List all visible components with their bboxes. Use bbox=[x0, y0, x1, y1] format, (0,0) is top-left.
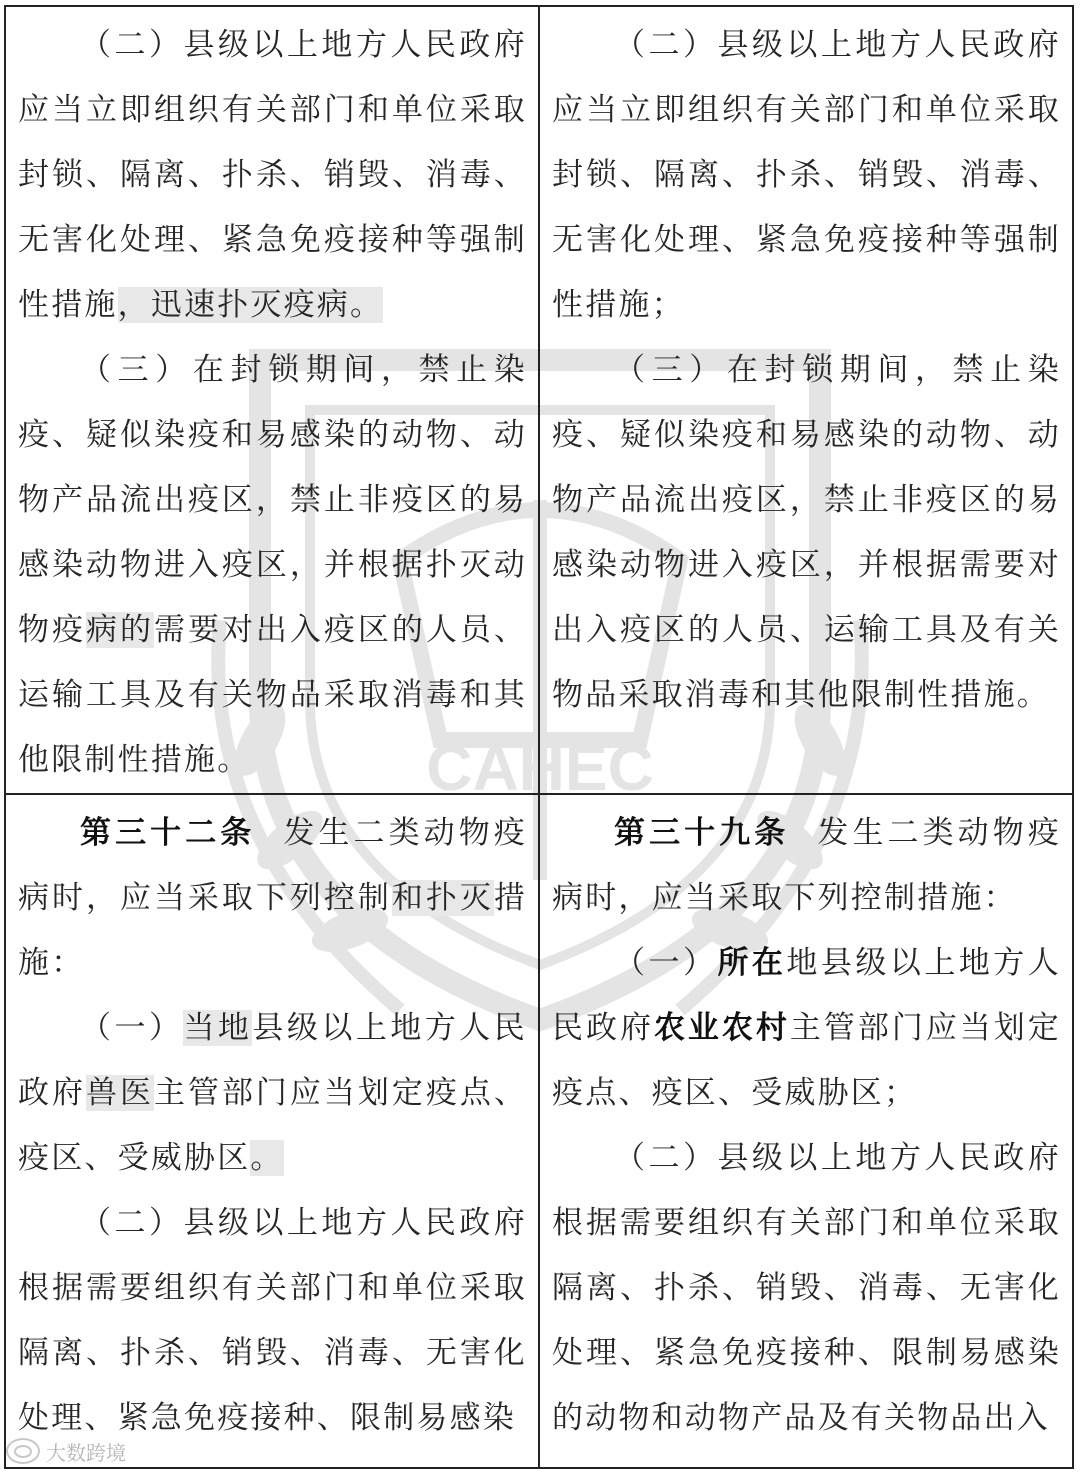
paragraph: （三）在封锁期间，禁止染疫、疑似染疫和易感染的动物、动物产品流出疫区，禁止非疫区的易感染动物进入疫区，并根据需要对出入疫区的人员、运输工具及有关物品采取消毒和其他限制性措施。 bbox=[552, 352, 1061, 713]
paragraph: 第三十二条 发生二类动物疫病时，应当采取下列控制和扑灭措施： bbox=[18, 815, 528, 981]
table-row bbox=[5, 794, 1073, 1468]
highlighted-text: 和扑灭 bbox=[391, 880, 494, 916]
highlighted-text: 病的 bbox=[85, 612, 154, 648]
paragraph: 第三十九条 发生二类动物疫病时，应当采取下列控制措施： bbox=[552, 815, 1062, 916]
weibo-logo-icon bbox=[6, 1438, 40, 1464]
paragraph: （二）县级以上地方人民政府根据需要组织有关部门和单位采取隔离、扑杀、销毁、消毒、无害化处理、紧急免疫接种、限制易感染 bbox=[18, 1205, 527, 1436]
paragraph: （一）当地县级以上地方人民政府兽医主管部门应当划定疫点、疫区、受威胁区。 bbox=[18, 1010, 528, 1176]
highlighted-text: ，迅速扑灭疫病。 bbox=[117, 287, 384, 323]
source-watermark bbox=[6, 1436, 126, 1466]
new-text-cell bbox=[539, 6, 1073, 794]
bold-text: 所在 bbox=[717, 945, 787, 981]
paragraph: （二）县级以上地方人民政府根据需要组织有关部门和单位采取隔离、扑杀、销毁、消毒、无害化处理、紧急免疫接种、限制易感染的动物和动物产品及有关物品出入 bbox=[552, 1140, 1061, 1436]
highlighted-text: 当地 bbox=[183, 1010, 253, 1046]
paragraph: （三）在封锁期间，禁止染疫、疑似染疫和易感染的动物、动物产品流出疫区，禁止非疫区的易感染动物进入疫区，并根据扑灭动物疫病的需要对出入疫区的人员、运输工具及有关物品采取消毒和其他限制性措施。 bbox=[18, 352, 528, 778]
paragraph: （二）县级以上地方人民政府应当立即组织有关部门和单位采取封锁、隔离、扑杀、销毁、消毒、无害化处理、紧急免疫接种等强制性措施； bbox=[552, 27, 1061, 323]
svg-text:CAHEC: CAHEC bbox=[426, 732, 654, 804]
old-text-cell bbox=[5, 794, 539, 1468]
table-row bbox=[5, 6, 1073, 794]
old-text-cell bbox=[5, 6, 539, 794]
bold-text: 农业农村 bbox=[653, 1010, 790, 1046]
source-label: 大数跨境 bbox=[46, 1440, 126, 1465]
paragraph: （二）县级以上地方人民政府应当立即组织有关部门和单位采取封锁、隔离、扑杀、销毁、消毒、无害化处理、紧急免疫接种等强制性措施，迅速扑灭疫病。 bbox=[18, 27, 527, 323]
regulation-comparison-table bbox=[4, 5, 1074, 1469]
highlighted-text: 。 bbox=[250, 1140, 284, 1176]
new-text-cell bbox=[539, 794, 1073, 1468]
paragraph: （一）所在地县级以上地方人民政府农业农村主管部门应当划定疫点、疫区、受威胁区； bbox=[552, 945, 1061, 1111]
highlighted-text: 兽医 bbox=[85, 1075, 154, 1111]
article-number: 第三十二条 bbox=[80, 815, 256, 851]
article-number: 第三十九条 bbox=[614, 815, 790, 851]
